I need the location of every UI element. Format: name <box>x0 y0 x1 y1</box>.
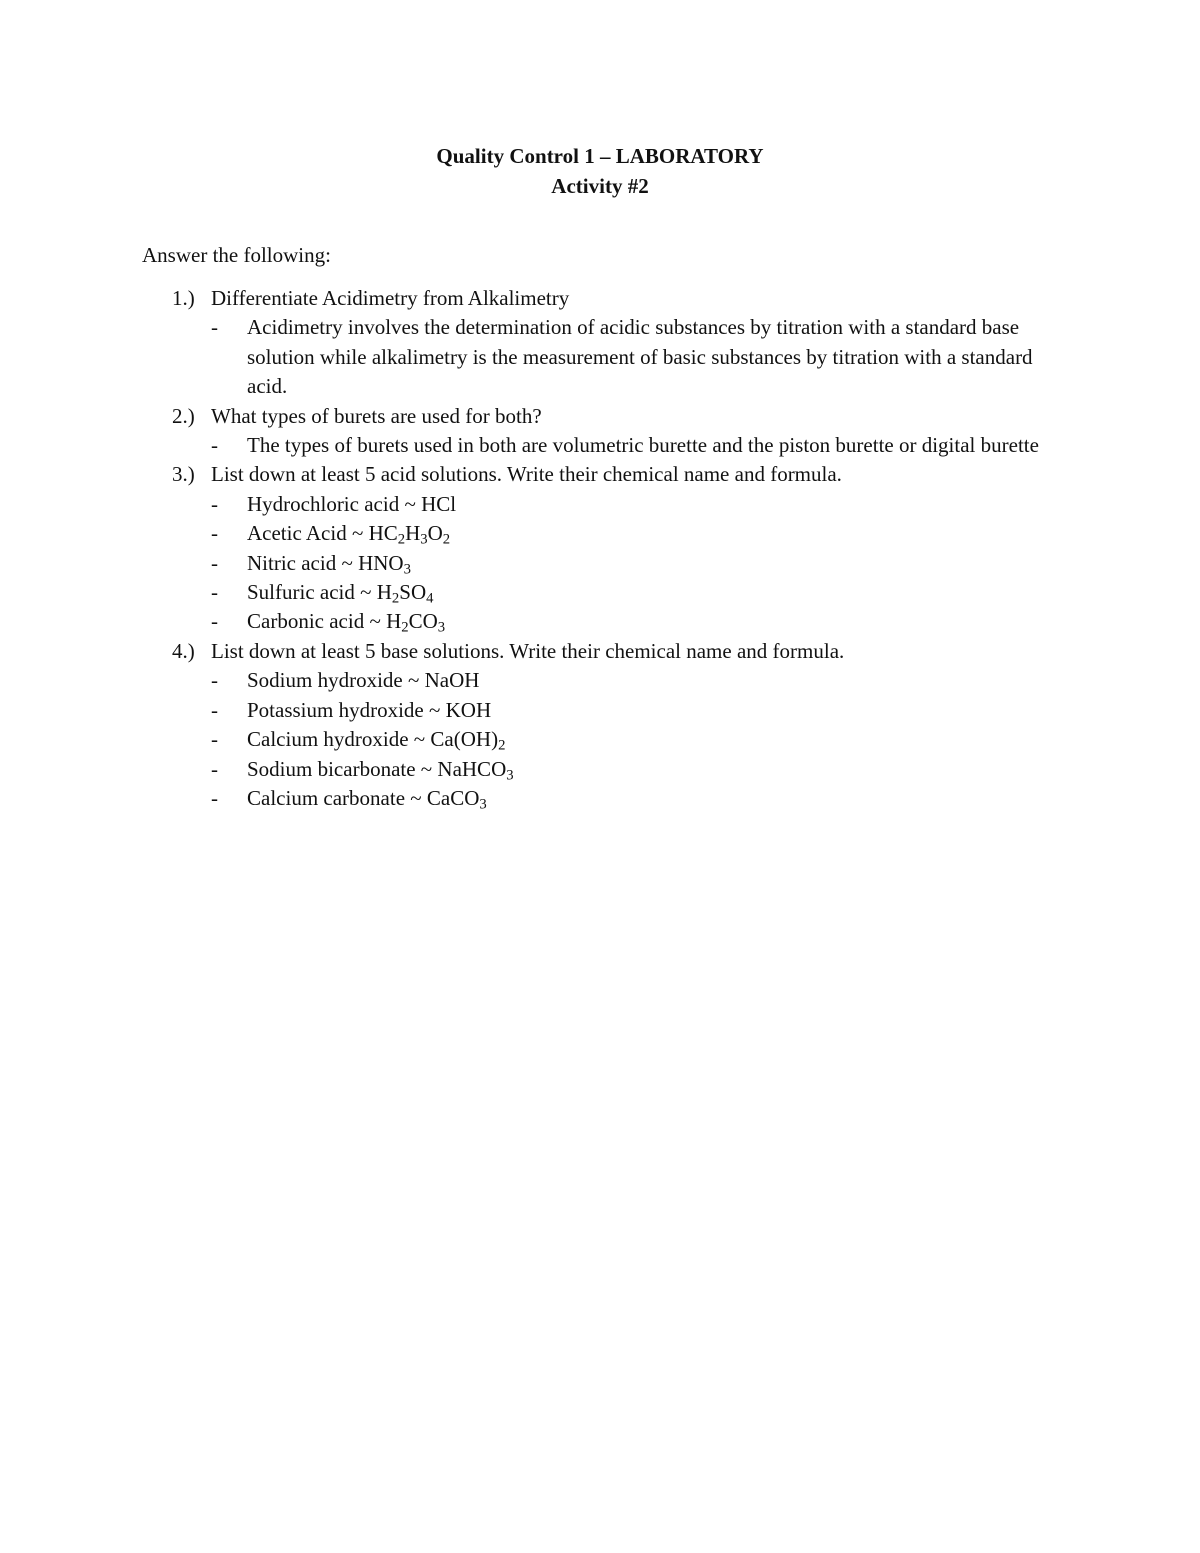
question-number: 4.) <box>172 638 195 663</box>
answer-text: Sodium bicarbonate ~ NaHCO$_3$ <box>247 756 514 784</box>
answer-item <box>211 549 1052 578</box>
dash-bullet: - <box>211 580 218 605</box>
answer-item <box>211 578 1052 607</box>
answer-text: Sodium hydroxide ~ NaOH <box>247 668 480 693</box>
dash-bullet: - <box>211 785 218 810</box>
question-number: 1.) <box>172 286 195 310</box>
answer-list <box>172 490 1052 637</box>
dash-bullet: - <box>211 521 218 546</box>
answer-item <box>211 313 1052 401</box>
dash-bullet: - <box>211 609 218 634</box>
answer-item <box>211 490 1052 519</box>
question-block <box>172 284 1052 402</box>
question <box>172 637 1052 666</box>
answer-text: Acidimetry involves the determination of acidic substances by titration with a standard base solution while alkalimetry is the measurement of basic substances by titration with a standard acid. <box>247 315 1033 399</box>
dash-bullet: - <box>211 491 218 516</box>
answer-text: Calcium hydroxide ~ $Ca(OH)_2$ <box>247 727 506 754</box>
question-block <box>172 637 1052 813</box>
instructions: Answer the following: <box>142 243 331 267</box>
answer-text: Hydrochloric acid ~ HCl <box>247 491 457 516</box>
answer-item <box>211 431 1052 460</box>
dash-bullet: - <box>211 727 218 752</box>
answer-item <box>211 607 1052 636</box>
dash-bullet: - <box>211 756 218 781</box>
question-number: 3.) <box>172 462 195 487</box>
question <box>172 284 1052 313</box>
answer-text: Calcium carbonate ~ CaCO$_3$ <box>247 785 487 813</box>
answer-item <box>211 725 1052 754</box>
question <box>172 460 1052 489</box>
answer-item <box>211 519 1052 548</box>
answer-list <box>172 313 1052 401</box>
title-block <box>0 141 1200 201</box>
dash-bullet: - <box>211 315 218 340</box>
question-text: Differentiate Acidimetry from Alkalimetry <box>211 286 570 310</box>
question-list <box>172 284 1052 813</box>
answer-list <box>172 666 1052 813</box>
question-block <box>172 460 1052 636</box>
answer-text: The types of burets used in both are volumetric burette and the piston burette or digital burette <box>247 433 1039 458</box>
question-text: List down at least 5 base solutions. Write their chemical name and formula. <box>211 638 845 663</box>
dash-bullet: - <box>211 550 218 575</box>
document-title: Quality Control 1 – LABORATORY <box>436 144 764 168</box>
answer-text: Sulfuric acid ~ $H_2SO_4$ <box>247 580 434 607</box>
question-text: List down at least 5 acid solutions. Write their chemical name and formula. <box>211 462 842 487</box>
answer-text: Carbonic acid ~ $H_2CO_3$ <box>247 609 446 637</box>
answer-item <box>211 784 1052 813</box>
answer-item <box>211 755 1052 784</box>
dash-bullet: - <box>211 668 218 693</box>
answer-item <box>211 666 1052 695</box>
answer-text: Acetic Acid ~ $HC_2H_3O_2$ <box>247 521 451 548</box>
answer-text: Potassium hydroxide ~ KOH <box>247 697 492 722</box>
answer-item <box>211 696 1052 725</box>
dash-bullet: - <box>211 433 218 458</box>
answer-list <box>172 431 1052 460</box>
dash-bullet: - <box>211 697 218 722</box>
answer-text: Nitric acid ~ $HNO_3$ <box>247 550 411 578</box>
document-subtitle: Activity #2 <box>551 174 649 198</box>
question-block <box>172 402 1052 461</box>
question-text: What types of burets are used for both? <box>211 403 542 428</box>
question-number: 2.) <box>172 403 195 428</box>
question <box>172 402 1052 431</box>
